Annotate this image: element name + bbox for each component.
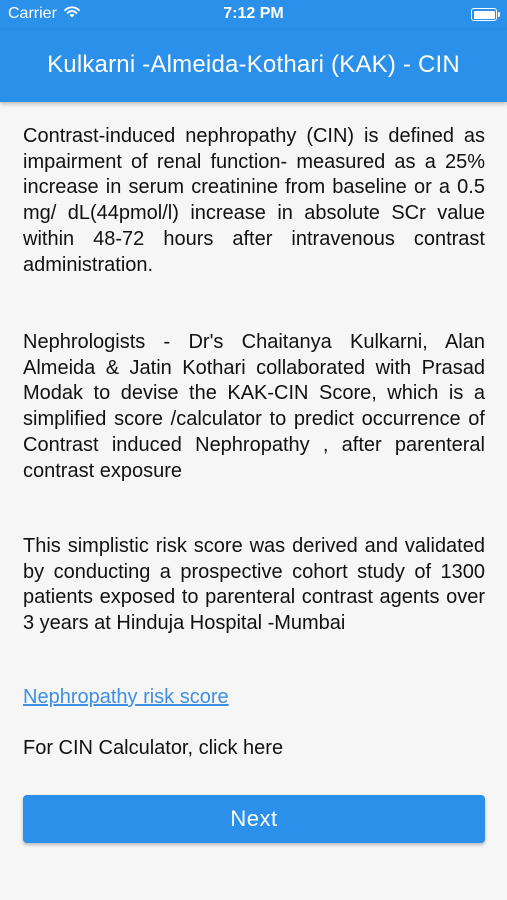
intro-paragraph: Contrast-induced nephropathy (CIN) is defined as impairment of renal function- measured as a 25% increase in serum creatinine from baseline or a 0.5 mg/ dL(44pmol/l) increase in absolute SCr value within 48-72 hours after intravenous contrast administration. <box>23 125 485 276</box>
status-bar <box>0 0 507 30</box>
authors-paragraph: Nephrologists - Dr's Chaitanya Kulkarni, Alan Almeida & Jatin Kothari collaborated with Prasad Modak to devise the KAK-CIN Score, which is a simplified score /calculator to predict occurrence of Contrast induced Nephropathy , after parenteral contrast exposure <box>23 331 485 482</box>
calculator-cta-text: For CIN Calculator, click here <box>23 737 284 759</box>
app-header <box>0 30 507 102</box>
next-button[interactable]: Next <box>23 795 485 843</box>
page-title: Kulkarni -Almeida-Kothari (KAK) - CIN <box>47 51 460 78</box>
battery-level <box>474 11 495 19</box>
nephropathy-risk-score-link[interactable]: Nephropathy risk score <box>23 686 229 708</box>
battery-icon <box>471 8 497 21</box>
study-paragraph: This simplistic risk score was derived and validated by conducting a prospective cohort study of 1300 patients exposed to parenteral contrast agents over 3 years at Hinduja Hospital -Mumbai <box>23 535 485 635</box>
carrier-label: Carrier <box>8 5 57 22</box>
status-time: 7:12 PM <box>223 5 284 22</box>
